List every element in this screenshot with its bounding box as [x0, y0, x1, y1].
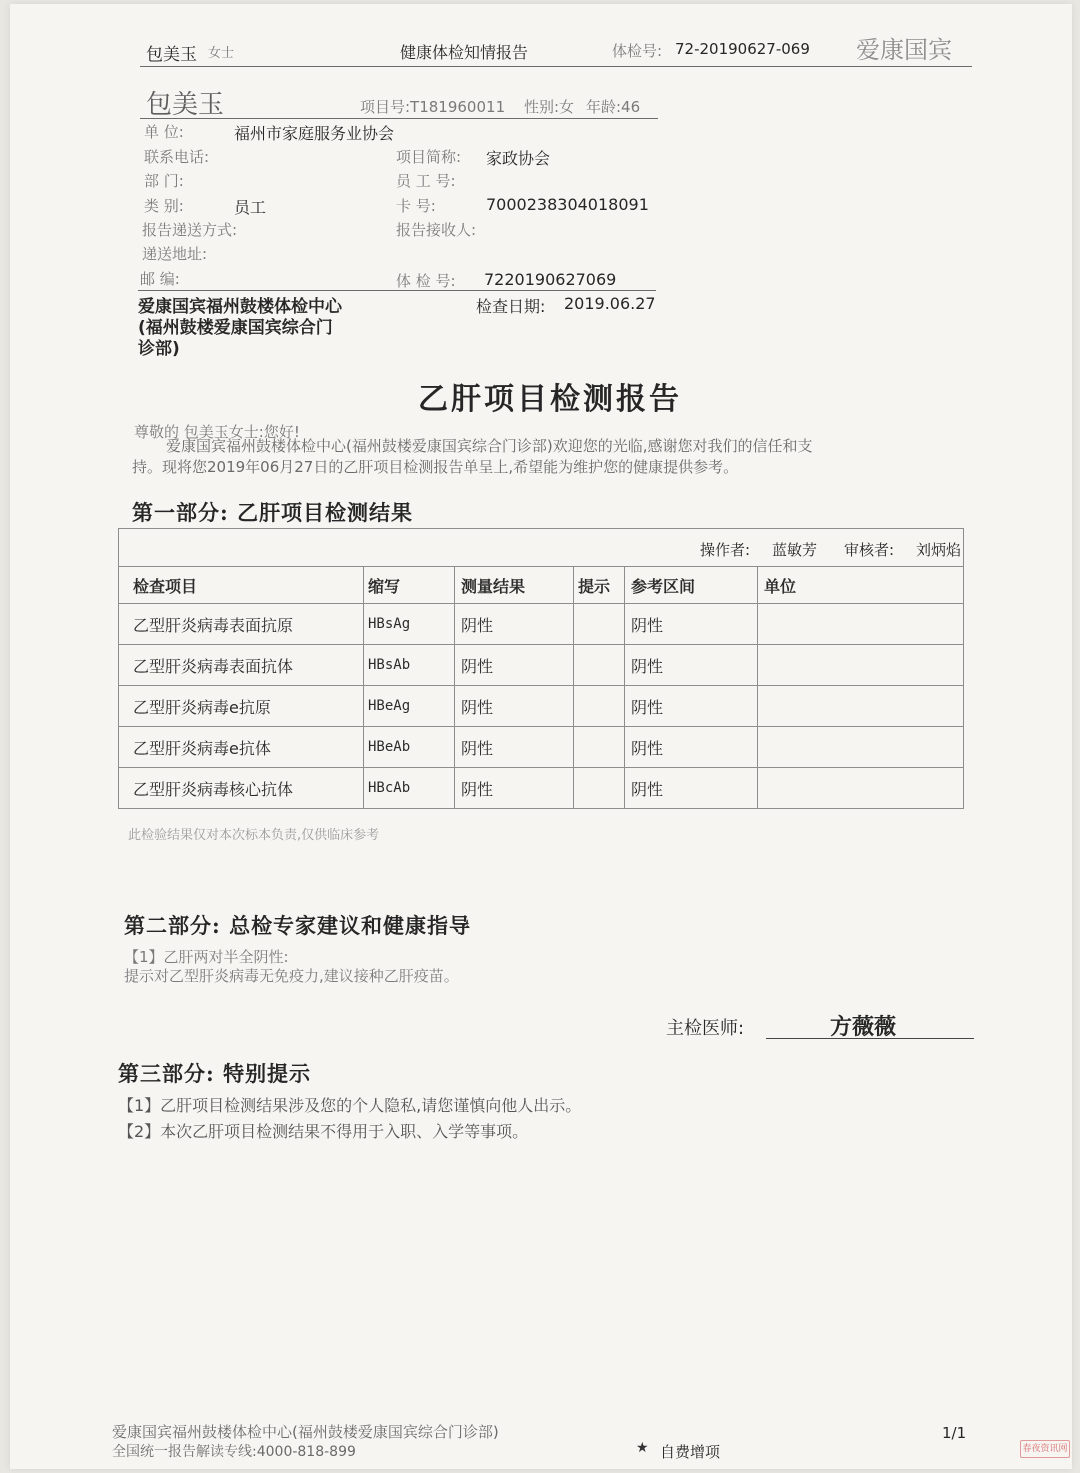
center-sub-2: 诊部) — [138, 339, 180, 359]
report-title: 乙肝项目检测报告 — [418, 382, 682, 417]
header-divider — [140, 66, 972, 67]
cell-abbr: HBsAb — [364, 645, 455, 686]
delivery-label: 报告递送方式: — [142, 221, 238, 239]
center-sub-1: (福州鼓楼爱康国宾综合门 — [138, 318, 333, 338]
greeting: 尊敬的 包美玉女士:您好! — [134, 423, 300, 441]
footer-page: 1/1 — [942, 1424, 967, 1442]
cell-hint — [574, 686, 625, 727]
cell-unit — [758, 645, 964, 686]
cell-result: 阴性 — [455, 604, 574, 645]
col-header-hint: 提示 — [574, 567, 625, 604]
cell-ref: 阴性 — [625, 768, 758, 809]
part3-line-2: 【2】本次乙肝项目检测结果不得用于入职、入学等事项。 — [118, 1122, 529, 1141]
patient-age: 年龄:46 — [586, 98, 641, 116]
patient-divider — [140, 118, 658, 119]
table-row — [119, 727, 964, 768]
operator-label: 操作者: — [700, 541, 751, 559]
unit-value: 福州市家庭服务业协会 — [234, 124, 395, 143]
cell-item: 乙型肝炎病毒表面抗原 — [119, 604, 364, 645]
receiver-label: 报告接收人: — [396, 221, 477, 239]
part2-heading: 第二部分: 总检专家建议和健康指导 — [124, 913, 472, 938]
check-date-label: 检查日期: — [476, 297, 546, 316]
cell-hint — [574, 604, 625, 645]
cell-unit — [758, 604, 964, 645]
card-value: 7000238304018091 — [486, 195, 649, 214]
header-exam-no-label: 体检号: — [612, 42, 663, 60]
staff-no-label: 员 工 号: — [396, 172, 456, 190]
part1-heading: 第一部分: 乙肝项目检测结果 — [132, 500, 414, 525]
part2-line-1: 【1】乙肝两对半全阴性: — [124, 948, 289, 966]
cell-hint — [574, 768, 625, 809]
cell-ref: 阴性 — [625, 645, 758, 686]
intro-line-2: 持。现将您2019年06月27日的乙肝项目检测报告单呈上,希望能为维护您的健康提供参考。 — [132, 458, 739, 476]
category-value: 员工 — [234, 198, 267, 217]
cell-abbr: HBeAg — [364, 686, 455, 727]
star-icon: ★ — [636, 1440, 649, 1456]
category-label: 类 别: — [144, 197, 184, 215]
part2-line-2: 提示对乙型肝炎病毒无免疫力,建议接种乙肝疫苗。 — [124, 967, 459, 985]
cell-abbr: HBcAb — [364, 768, 455, 809]
cell-abbr: HBeAb — [364, 727, 455, 768]
cell-item: 乙型肝炎病毒表面抗体 — [119, 645, 364, 686]
patient-sex: 性别:女 — [524, 98, 575, 116]
results-table — [118, 566, 964, 809]
header-gender-tag: 女士 — [208, 46, 235, 61]
project-abbr-value: 家政协会 — [486, 149, 551, 168]
col-header-unit: 单位 — [758, 567, 964, 604]
project-abbr-label: 项目简称: — [396, 148, 462, 166]
header-report-type: 健康体检知情报告 — [400, 43, 529, 62]
cell-result: 阴性 — [455, 768, 574, 809]
exam-id-value: 7220190627069 — [484, 270, 617, 289]
reviewer-label: 审核者: — [844, 541, 895, 559]
phone-label: 联系电话: — [144, 148, 210, 166]
doctor-label: 主检医师: — [666, 1018, 745, 1039]
unit-label: 单 位: — [144, 123, 184, 141]
table-row — [119, 604, 964, 645]
footer-self-pay: 自费增项 — [660, 1443, 721, 1461]
brand-logo: 爱康国宾 — [856, 36, 952, 64]
part3-line-1: 【1】乙肝项目检测结果涉及您的个人隐私,请您谨慎向他人出示。 — [118, 1096, 582, 1115]
cell-abbr: HBsAg — [364, 604, 455, 645]
card-label: 卡 号: — [396, 197, 436, 215]
doctor-signature: 方薇薇 — [830, 1014, 897, 1040]
cell-result: 阴性 — [455, 686, 574, 727]
patient-big-name: 包美玉 — [146, 90, 225, 120]
header-name: 包美玉 — [146, 45, 197, 65]
check-date-value: 2019.06.27 — [564, 294, 656, 313]
cell-hint — [574, 645, 625, 686]
col-header-ref: 参考区间 — [625, 567, 758, 604]
address-label: 递送地址: — [142, 245, 208, 263]
table-row — [119, 686, 964, 727]
reviewer-name: 刘炳焰 — [916, 541, 962, 559]
table-row — [119, 768, 964, 809]
col-header-abbr: 缩写 — [364, 567, 455, 604]
cell-result: 阴性 — [455, 727, 574, 768]
table-header-row — [119, 567, 964, 604]
center-name: 爱康国宾福州鼓楼体检中心 — [138, 297, 342, 317]
part3-heading: 第三部分: 特别提示 — [118, 1061, 312, 1086]
patient-project-no: 项目号:T181960011 — [360, 98, 506, 116]
cell-unit — [758, 727, 964, 768]
cell-unit — [758, 768, 964, 809]
header-exam-no: 72-20190627-069 — [675, 40, 810, 58]
intro-line-1: 爱康国宾福州鼓楼体检中心(福州鼓楼爱康国宾综合门诊部)欢迎您的光临,感谢您对我们的信任和支 — [166, 437, 813, 455]
footer-hotline: 全国统一报告解读专线:4000-818-899 — [112, 1444, 356, 1460]
cell-item: 乙型肝炎病毒e抗原 — [119, 686, 364, 727]
watermark-stamp: 春夜资讯网 — [1020, 1440, 1070, 1458]
operator-row — [118, 528, 964, 567]
info-divider — [138, 290, 656, 291]
cell-result: 阴性 — [455, 645, 574, 686]
col-header-result: 测量结果 — [455, 567, 574, 604]
footer-center: 爱康国宾福州鼓楼体检中心(福州鼓楼爱康国宾综合门诊部) — [112, 1423, 499, 1441]
postcode-label: 邮 编: — [140, 270, 180, 288]
cell-ref: 阴性 — [625, 727, 758, 768]
cell-hint — [574, 727, 625, 768]
cell-ref: 阴性 — [625, 604, 758, 645]
table-row — [119, 645, 964, 686]
col-header-item: 检查项目 — [119, 567, 364, 604]
cell-item: 乙型肝炎病毒e抗体 — [119, 727, 364, 768]
cell-item: 乙型肝炎病毒核心抗体 — [119, 768, 364, 809]
cell-ref: 阴性 — [625, 686, 758, 727]
dept-label: 部 门: — [144, 172, 184, 190]
cell-unit — [758, 686, 964, 727]
exam-id-label: 体 检 号: — [396, 272, 456, 290]
table-footnote: 此检验结果仅对本次标本负责,仅供临床参考 — [128, 828, 380, 843]
operator-name: 蓝敏芳 — [772, 541, 818, 559]
